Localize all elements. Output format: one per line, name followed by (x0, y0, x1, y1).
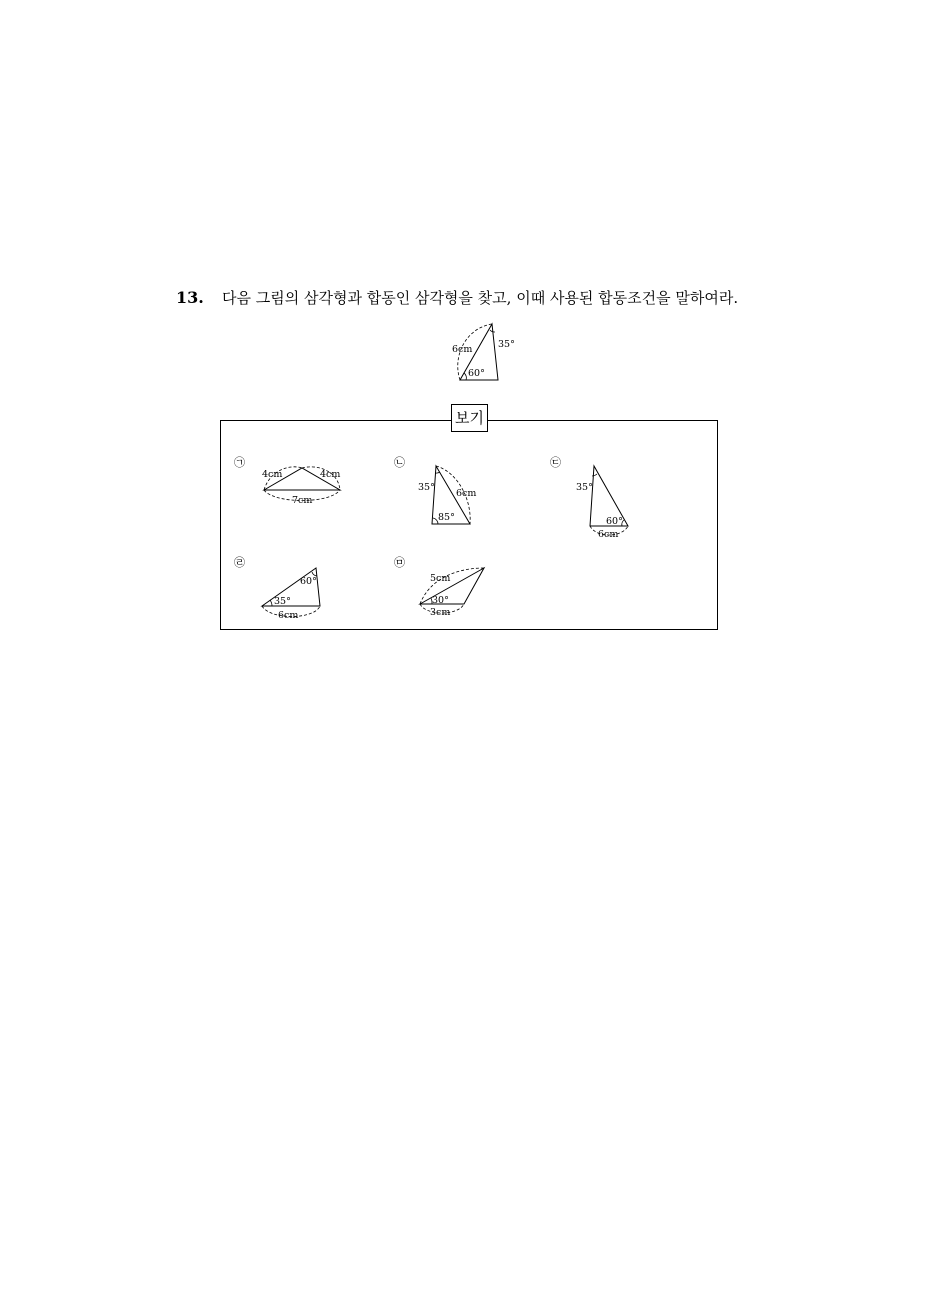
option-2-label-side: 6cm (456, 488, 477, 499)
question (176, 288, 796, 308)
option-5-label-angle: 30° (432, 595, 449, 606)
option-5-label-side-top: 5cm (430, 573, 451, 584)
main-angle-bottom-label: 60° (468, 368, 485, 379)
option-4-label-angle-bottom: 35° (274, 596, 291, 607)
option-1-marker: ㉠ (234, 456, 245, 469)
option-4 (234, 552, 344, 628)
option-3-marker: ㉢ (550, 456, 561, 469)
option-4-label-angle-top: 60° (300, 576, 317, 587)
figure-mark (592, 474, 597, 476)
option-2 (394, 452, 494, 536)
option-1 (234, 452, 354, 516)
option-4-label-side: 6cm (278, 610, 299, 621)
option-5-label-side-bottom: 3cm (430, 607, 451, 618)
option-4-marker: ㉣ (234, 556, 245, 569)
option-2-marker: ㉡ (394, 456, 405, 469)
option-5-marker: ㉤ (394, 556, 405, 569)
option-5 (394, 552, 504, 628)
main-triangle-figure (448, 320, 520, 384)
choices-box-title: 보기 (451, 404, 488, 432)
option-3-label-angle-top: 35° (576, 482, 593, 493)
option-3-label-angle-bottom: 60° (606, 516, 623, 527)
main-bottom-angle-arc (464, 373, 466, 380)
option-1-label-bottom: 7cm (292, 495, 313, 506)
option-2-label-angle-top: 35° (418, 482, 435, 493)
question-text: 다음 그림의 삼각형과 합동인 삼각형을 찾고, 이때 사용된 합동조건을 말하여라. (222, 289, 739, 307)
option-1-label-left: 4cm (262, 469, 283, 480)
option-1-label-right: 4cm (320, 469, 341, 480)
main-side-label: 6cm (452, 344, 473, 355)
option-2-label-angle-bottom: 85° (438, 512, 455, 523)
option-3 (550, 452, 650, 546)
question-number: 13. (176, 288, 204, 307)
figure-mark (270, 600, 272, 606)
main-angle-top-label: 35° (498, 339, 515, 350)
option-3-label-side: 6cm (598, 529, 619, 540)
